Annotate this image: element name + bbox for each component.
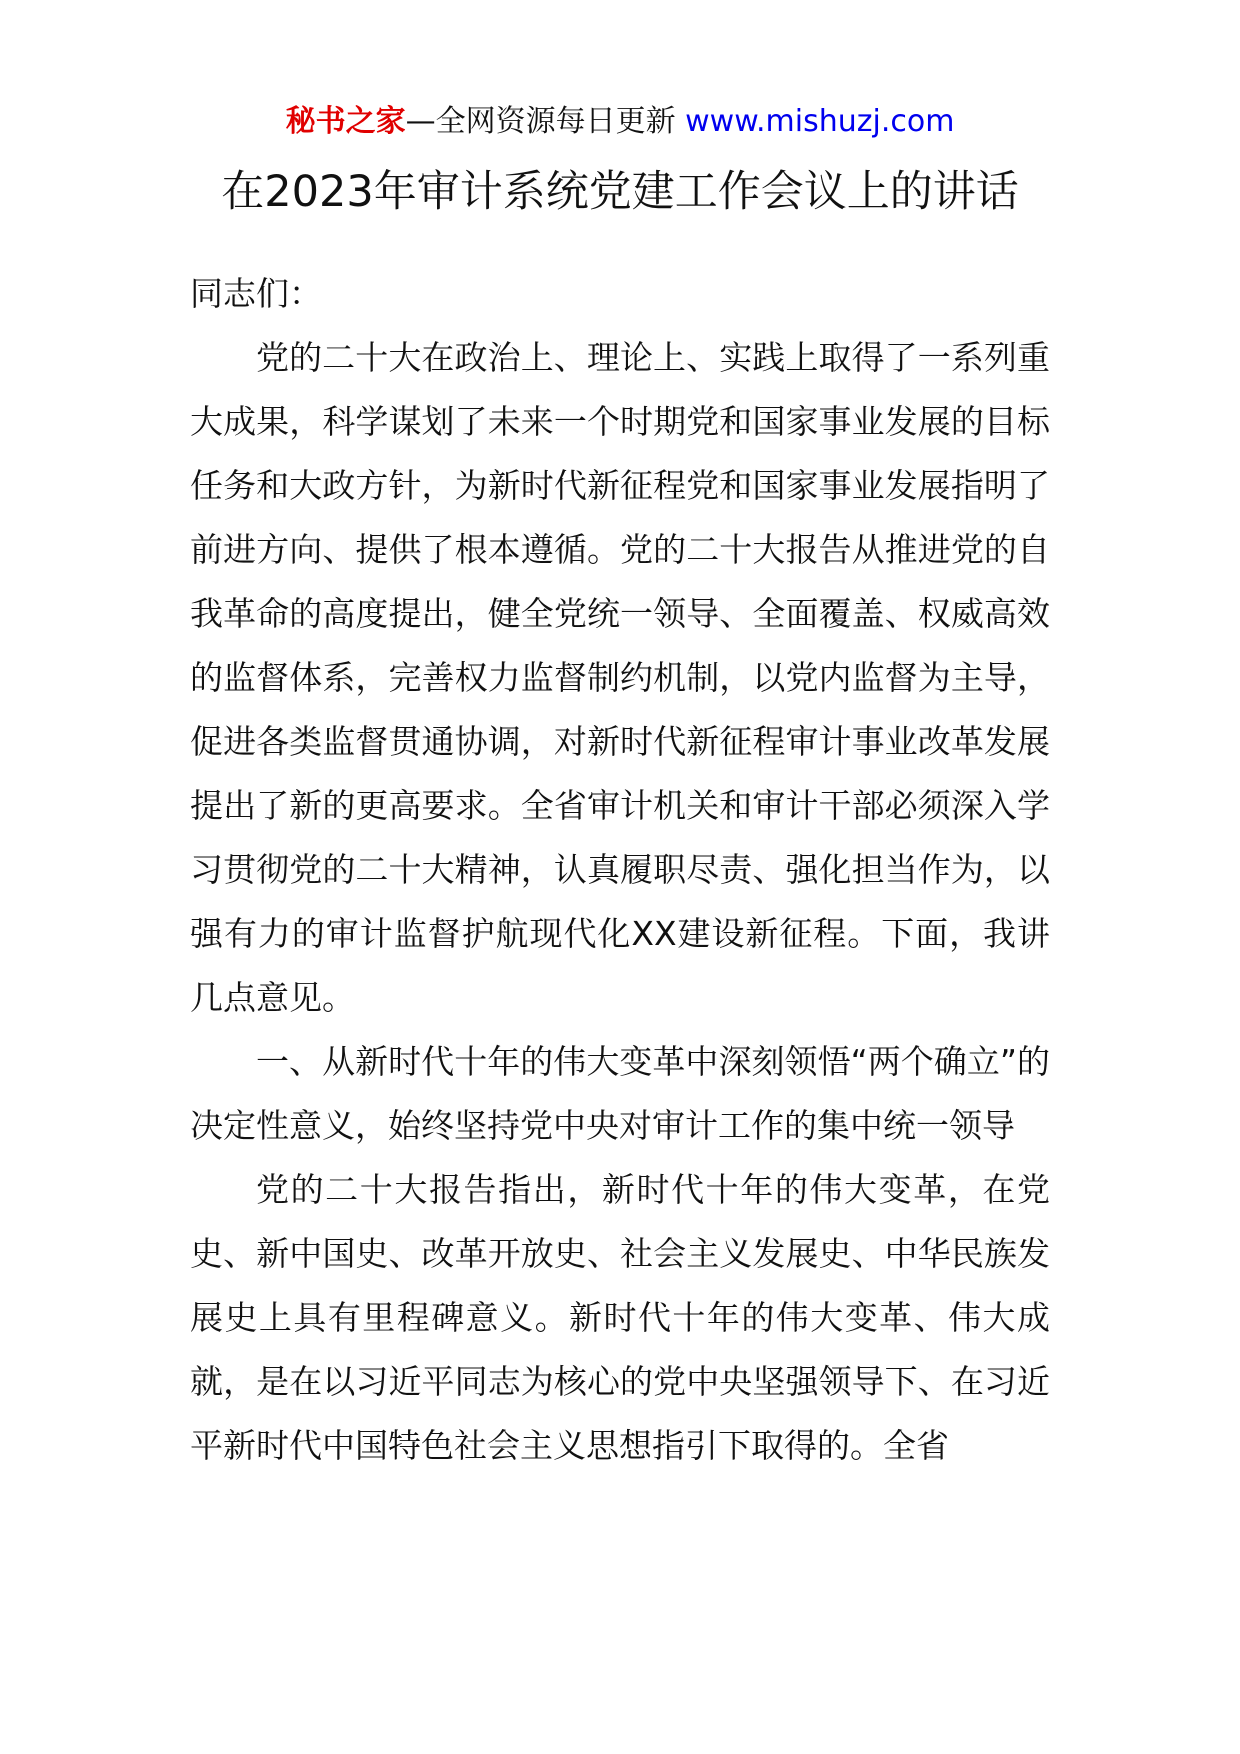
website-link[interactable]: www.mishuzj.com bbox=[685, 104, 955, 139]
section-heading-1: 一、从新时代十年的伟大变革中深刻领悟“两个确立”的决定性意义，始终坚持党中央对审计工作的集中统一领导 bbox=[190, 1042, 1050, 1145]
paragraph-intro: 党的二十大在政治上、理论上、实践上取得了一系列重大成果，科学谋划了未来一个时期党和国家事业发展的目标任务和大政方针，为新时代新征程党和国家事业发展指明了前进方向、提供了根本遵循。党的二十大报告从推进党的自我革命的高度提出，健全党统一领导、全面覆盖、权威高效的监督体系，完善权力监督制约机制，以党内监督为主导，促进各类监督贯通协调，对新时代新征程审计事业改革发展提出了新的更高要求。全省审计机关和审计干部必须深入学习贯彻党的二十大精神，认真履职尽责、强化担当作为，以强有力的审计监督护航现代化XX建设新征程。下面，我讲几点意见。 bbox=[190, 338, 1050, 1017]
header-slogan: —全网资源每日更新 bbox=[405, 104, 686, 139]
document-body bbox=[190, 262, 1050, 1478]
paragraph-section-1: 党的二十大报告指出，新时代十年的伟大变革，在党史、新中国史、改革开放史、社会主义发展史、中华民族发展史上具有里程碑意义。新时代十年的伟大变革、伟大成就，是在以习近平同志为核心的党中央坚强领导下、在习近平新时代中国特色社会主义思想指引下取得的。全省 bbox=[190, 1170, 1050, 1465]
site-header bbox=[0, 102, 1240, 142]
salutation: 同志们： bbox=[190, 274, 322, 313]
brand-name: 秘书之家 bbox=[285, 104, 406, 139]
page-title: 在2023年审计系统党建工作会议上的讲话 bbox=[221, 167, 1019, 217]
